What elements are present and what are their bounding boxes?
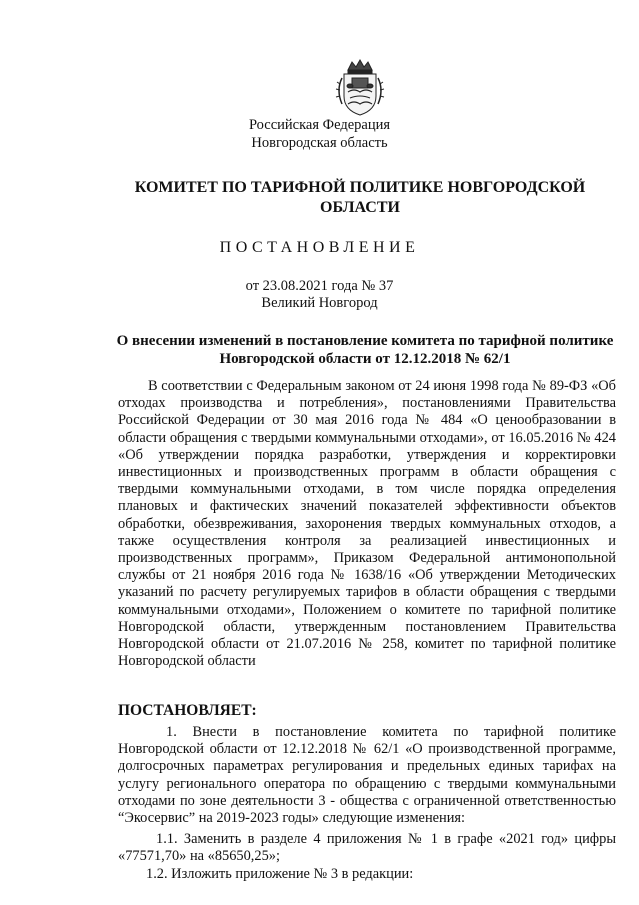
country-name: Российская Федерация [248,117,391,133]
city: Великий Новгород [261,295,378,311]
date-number: от 23.08.2021 года № 37 [245,278,394,294]
document-date-block [0,278,639,312]
item-1-1-paragraph: 1.1. Заменить в разделе 4 приложения № 1 в графе «2021 год» цифры «77571,70» на «85650,25»; [118,831,616,865]
novgorod-coat-of-arms-icon [334,58,386,118]
committee-name: КОМИТЕТ ПО ТАРИФНОЙ ПОЛИТИКЕ НОВГОРОДСКОЙ ОБЛАСТИ [134,179,586,216]
item-1-paragraph: 1. Внести в постановление комитета по тарифной политике Новгородской области от 12.12.2018 № 62/1 «О производственной программе, долгосрочных параметрах регулирования и предельных единых тарифах на услугу регионального оператора по обращению с твердыми коммунальными отходами по зоне деятельности 3 - общества с ограниченной ответственностью “Экосервис” на 2019-2023 годы» следующие изменения: [118,724,616,827]
preamble-paragraph: В соответствии с Федеральным законом от 24 июня 1998 года № 89-ФЗ «Об отходах производства и потребления», постановлениями Правительства Российской Федерации от 30 мая 2016 года № 484 «О ценообразовании в области обращения с твердыми коммунальными отходами», от 16.05.2016 № 424 «Об утверждении порядка разработки, утверждения и корректировки инвестиционных и производственных программ в области обращения с твердыми коммунальными отходами, в том числе порядка определения плановых и фактических значений показателей эффективности объектов обработки, обезвреживания, захоронения твердых коммунальных отходов, а также осуществления контроля за реализацией инвестиционных и производственных программ», Приказом Федеральной антимонопольной службы от 21 ноября 2016 года № 1638/16 «Об утверждении Методических указаний по расчету регулируемых тарифов в области обращения с твердыми коммунальными отходами», Положением о комитете по тарифной политике Новгородской области, утвержденным постановлением Правительства Новгородской области от 21.07.2016 № 258, комитет по тарифной политике Новгородской области [118,378,616,670]
item-1-2-paragraph: 1.2. Изложить приложение № 3 в редакции: [146,866,414,882]
region-header [0,116,639,152]
document-type: ПОСТАНОВЛЕНИЕ [219,239,420,256]
document-subject: О внесении изменений в постановление комитета по тарифной политике Новгородской области от 12.12.2018 № 62/1 [116,333,614,367]
region-name: Новгородская область [251,135,388,151]
resolves-heading: ПОСТАНОВЛЯЕТ: [118,702,257,719]
